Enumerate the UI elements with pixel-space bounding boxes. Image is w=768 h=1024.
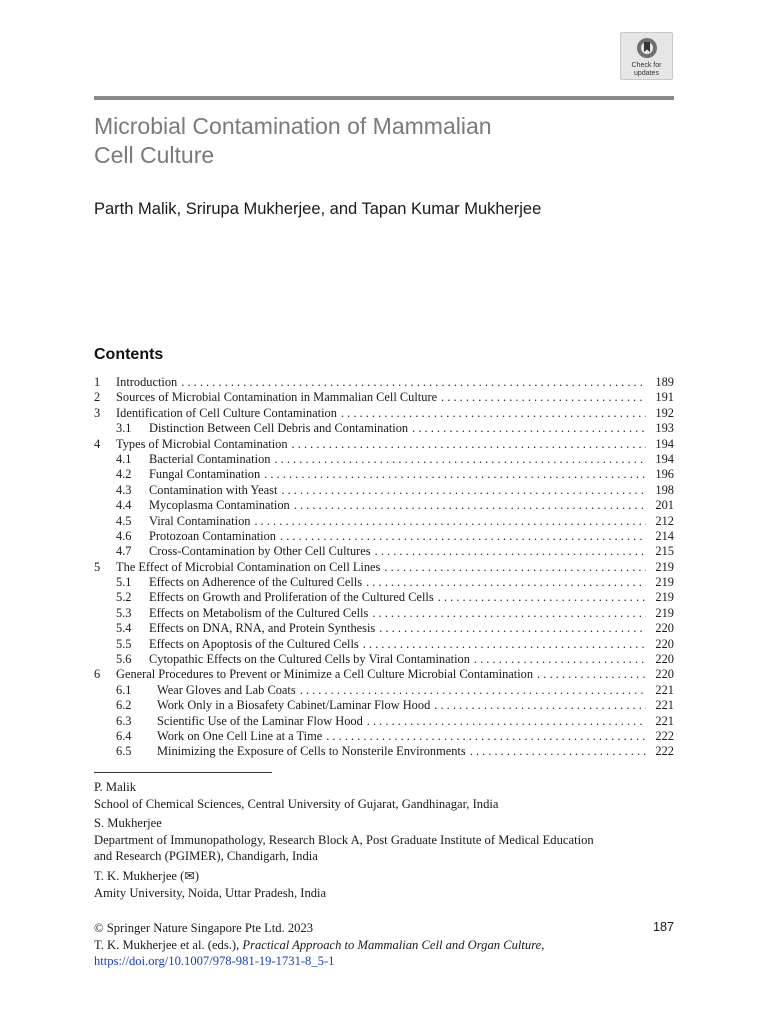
toc-number: 4.2 [116,467,132,482]
toc-label: Mycoplasma Contamination [149,498,290,513]
doi-link[interactable]: https://doi.org/10.1007/978-981-19-1731-8_5-1 [94,954,335,968]
toc-leader-dots [341,406,646,421]
toc-number: 2 [94,390,101,405]
citation-line [94,937,674,954]
check-for-updates-badge[interactable] [620,32,673,80]
toc-page-number: 189 [655,375,674,389]
toc-number: 4 [94,436,101,451]
toc-page-number: 220 [655,621,674,636]
toc-label: Effects on Growth and Proliferation of the Cultured Cells [149,590,434,605]
toc-leader-dots [292,437,646,452]
toc-leader-dots [434,698,646,713]
toc-entry[interactable] [94,437,674,452]
toc-leader-dots [366,575,646,590]
toc-number: 5 [94,559,101,574]
toc-label: Viral Contamination [149,513,251,528]
toc-page-number: 221 [655,698,674,713]
affiliation-line: Department of Immunopathology, Research Block A, Post Graduate Institute of Medical Education [94,832,594,847]
toc-number: 4.7 [116,544,132,559]
toc-page-number: 198 [655,482,674,497]
toc-page-number: 194 [655,436,674,451]
affiliation-line: and Research (PGIMER), Chandigarh, India [94,849,318,863]
toc-leader-dots [280,529,646,544]
title-line-1: Microbial Contamination of Mammalian [94,113,492,139]
affiliation-block [94,779,694,812]
affiliation-author: S. Mukherjee [94,816,162,830]
toc-entry[interactable] [94,560,674,575]
toc-page-number: 220 [655,667,674,682]
toc-label: Sources of Microbial Contamination in Mammalian Cell Culture [116,390,438,405]
author-list: Parth Malik, Srirupa Mukherjee, and Tapan Kumar Mukherjee [94,200,542,218]
toc-entry[interactable] [94,544,674,559]
toc-entry[interactable] [94,729,674,744]
toc-label: General Procedures to Prevent or Minimize a Cell Culture Microbial Contamination [116,667,534,682]
toc-number: 5.4 [116,621,132,636]
toc-page-number: 194 [655,451,674,466]
toc-entry[interactable] [94,637,674,652]
citation-prefix: T. K. Mukherjee et al. (eds.), [94,937,243,952]
badge-label-1: Check for [631,62,662,69]
toc-page-number: 219 [655,605,674,620]
title-line-2: Cell Culture [94,142,215,168]
toc-entry[interactable] [94,683,674,698]
toc-leader-dots [281,483,646,498]
toc-page-number: 212 [655,513,674,528]
toc-label: Effects on Apoptosis of the Cultured Cells [149,636,359,651]
toc-page-number: 191 [655,390,674,405]
toc-label: Protozoan Contamination [149,528,276,543]
toc-number: 4.6 [116,528,132,543]
toc-number: 6 [94,667,101,682]
toc-label: Distinction Between Cell Debris and Contamination [149,421,409,436]
toc-label: Wear Gloves and Lab Coats [157,682,296,697]
toc-number: 5.6 [116,652,132,667]
affiliation-line: School of Chemical Sciences, Central University of Gujarat, Gandhinagar, India [94,796,499,811]
affiliation-author: T. K. Mukherjee (✉) [94,869,200,883]
toc-label: Introduction [116,375,178,389]
toc-leader-dots [274,452,646,467]
affiliation-block [94,815,694,865]
toc-entry[interactable] [94,590,674,605]
book-title: Practical Approach to Mammalian Cell and Organ Culture [242,937,542,952]
footnote-rule [94,772,272,773]
toc-leader-dots [375,544,646,559]
toc-label: Identification of Cell Culture Contamination [116,405,337,420]
toc-entry[interactable] [94,606,674,621]
toc-leader-dots [372,606,646,621]
toc-entry[interactable] [94,714,674,729]
toc-page-number: 192 [655,405,674,420]
toc-page-number: 214 [655,528,674,543]
toc-entry[interactable] [94,452,674,467]
toc-leader-dots [363,637,646,652]
toc-label: Contamination with Yeast [149,482,278,497]
toc-leader-dots [367,714,646,729]
toc-label: Bacterial Contamination [149,451,271,466]
toc-leader-dots [379,621,646,636]
toc-page-number: 215 [655,544,674,559]
header-rule [94,96,674,100]
toc-number: 5.3 [116,605,132,620]
toc-entry[interactable] [94,421,674,436]
toc-leader-dots [294,498,646,513]
toc-leader-dots [264,467,646,482]
toc-label: Work on One Cell Line at a Time [157,728,323,743]
toc-leader-dots [441,390,646,405]
toc-page-number: 220 [655,652,674,667]
citation-suffix: , [541,937,545,952]
toc-page-number: 219 [655,575,674,590]
contents-heading: Contents [94,346,164,363]
toc-entry[interactable] [94,529,674,544]
toc-label: Scientific Use of the Laminar Flow Hood [157,713,363,728]
toc-leader-dots [181,375,646,390]
toc-entry[interactable] [94,667,674,682]
toc-entry[interactable] [94,575,674,590]
toc-number: 4.3 [116,482,132,497]
toc-number: 4.5 [116,513,132,528]
toc-number: 4.1 [116,451,132,466]
toc-number: 6.5 [116,744,132,759]
toc-page-number: 221 [655,682,674,697]
toc-page-number: 222 [655,744,674,759]
toc-leader-dots [254,514,646,529]
toc-entry[interactable] [94,744,674,759]
toc-label: Work Only in a Biosafety Cabinet/Laminar Flow Hood [157,698,431,713]
toc-leader-dots [300,683,646,698]
affiliation-line: Amity University, Noida, Uttar Pradesh, India [94,885,327,900]
toc-page-number: 220 [655,636,674,651]
toc-page-number: 221 [655,713,674,728]
toc-label: Cytopathic Effects on the Cultured Cells by Viral Contamination [149,652,470,667]
toc-number: 6.3 [116,713,132,728]
toc-label: The Effect of Microbial Contamination on Cell Lines [116,559,381,574]
toc-number: 5.5 [116,636,132,651]
toc-entry[interactable] [94,390,674,405]
toc-number: 6.4 [116,728,132,743]
toc-entry[interactable] [94,467,674,482]
toc-leader-dots [470,744,646,759]
toc-number: 6.1 [116,682,132,697]
toc-label: Effects on DNA, RNA, and Protein Synthesis [149,621,376,636]
chapter-title [94,112,674,170]
toc-number: 3 [94,405,101,420]
toc-label: Minimizing the Exposure of Cells to Nonsterile Environments [157,744,466,759]
toc-label: Fungal Contamination [149,467,261,482]
toc-leader-dots [438,590,646,605]
toc-number: 5.2 [116,590,132,605]
toc-leader-dots [326,729,646,744]
table-of-contents [94,375,674,760]
toc-label: Effects on Adherence of the Cultured Cells [149,575,363,590]
toc-page-number: 193 [655,421,674,436]
toc-entry[interactable] [94,498,674,513]
toc-page-number: 196 [655,467,674,482]
toc-leader-dots [384,560,646,575]
toc-page-number: 219 [655,559,674,574]
toc-entry[interactable] [94,652,674,667]
toc-number: 6.2 [116,698,132,713]
toc-leader-dots [412,421,646,436]
toc-number: 3.1 [116,421,132,436]
toc-entry[interactable] [94,483,674,498]
copyright-block [94,920,674,970]
copyright-line: © Springer Nature Singapore Pte Ltd. 2023 [94,921,314,935]
toc-number: 1 [94,375,101,389]
toc-page-number: 201 [655,498,674,513]
toc-page-number: 219 [655,590,674,605]
toc-leader-dots [537,667,646,682]
toc-page-number: 222 [655,728,674,743]
toc-entry[interactable] [94,514,674,529]
toc-number: 5.1 [116,575,132,590]
toc-number: 4.4 [116,498,132,513]
toc-entry[interactable] [94,621,674,636]
affiliation-author: P. Malik [94,780,136,794]
toc-entry[interactable] [94,375,674,390]
badge-label-2: updates [634,70,659,77]
toc-entry[interactable] [94,406,674,421]
bookmark-icon [636,37,658,61]
toc-label: Cross-Contamination by Other Cell Cultures [149,544,371,559]
toc-label: Effects on Metabolism of the Cultured Cells [149,605,369,620]
toc-label: Types of Microbial Contamination [116,436,288,451]
affiliation-block [94,868,694,901]
toc-entry[interactable] [94,698,674,713]
toc-leader-dots [474,652,646,667]
page-number: 187 [652,920,674,934]
